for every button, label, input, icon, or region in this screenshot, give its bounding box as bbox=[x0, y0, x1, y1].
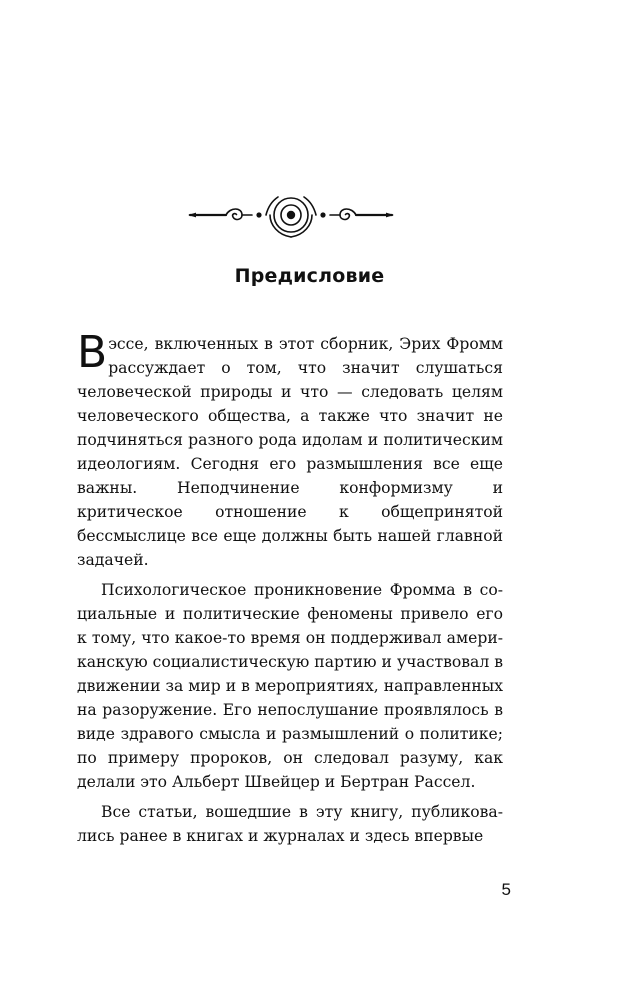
chapter-heading: Предисловие bbox=[234, 265, 385, 287]
paragraph-1 bbox=[77, 327, 503, 572]
flourish-divider-icon bbox=[186, 183, 396, 247]
paragraph-2: Психологическое проникновение Фромма в социальные и политические феномены привело его к тому, что какое-то время он поддерживал американскую социалистическую партию и участвовал в движении за мир и в мероприятиях, направленных на разоружение. Его непослушание проявлялось в виде здравого смысла и размышлений о политике; по примеру пророков, он следовал разуму, как делали это Альберт Швейцер и Бертран Рассел. bbox=[77, 581, 503, 791]
page-number: 5 bbox=[501, 880, 511, 899]
paragraph-text: эссе, включенных в этот сборник, Эрих Фромм рассуждает о том, что значит слушаться человеческой природы и что — следовать целям человеческого общества, а также что значит не подчиняться разного рода идолам и политическим идеологиям. Сегодня его размышления все еще важны. Неподчинение конформизму и критическое отношение к общепринятой бессмыслице все еще должны быть нашей главной задачей. bbox=[77, 335, 503, 569]
drop-cap: В bbox=[77, 327, 108, 378]
paragraph-3: Все статьи, вошедшие в эту книгу, публиковались ранее в книгах и журналах и здесь впервые bbox=[77, 803, 503, 845]
body-text bbox=[77, 327, 503, 848]
